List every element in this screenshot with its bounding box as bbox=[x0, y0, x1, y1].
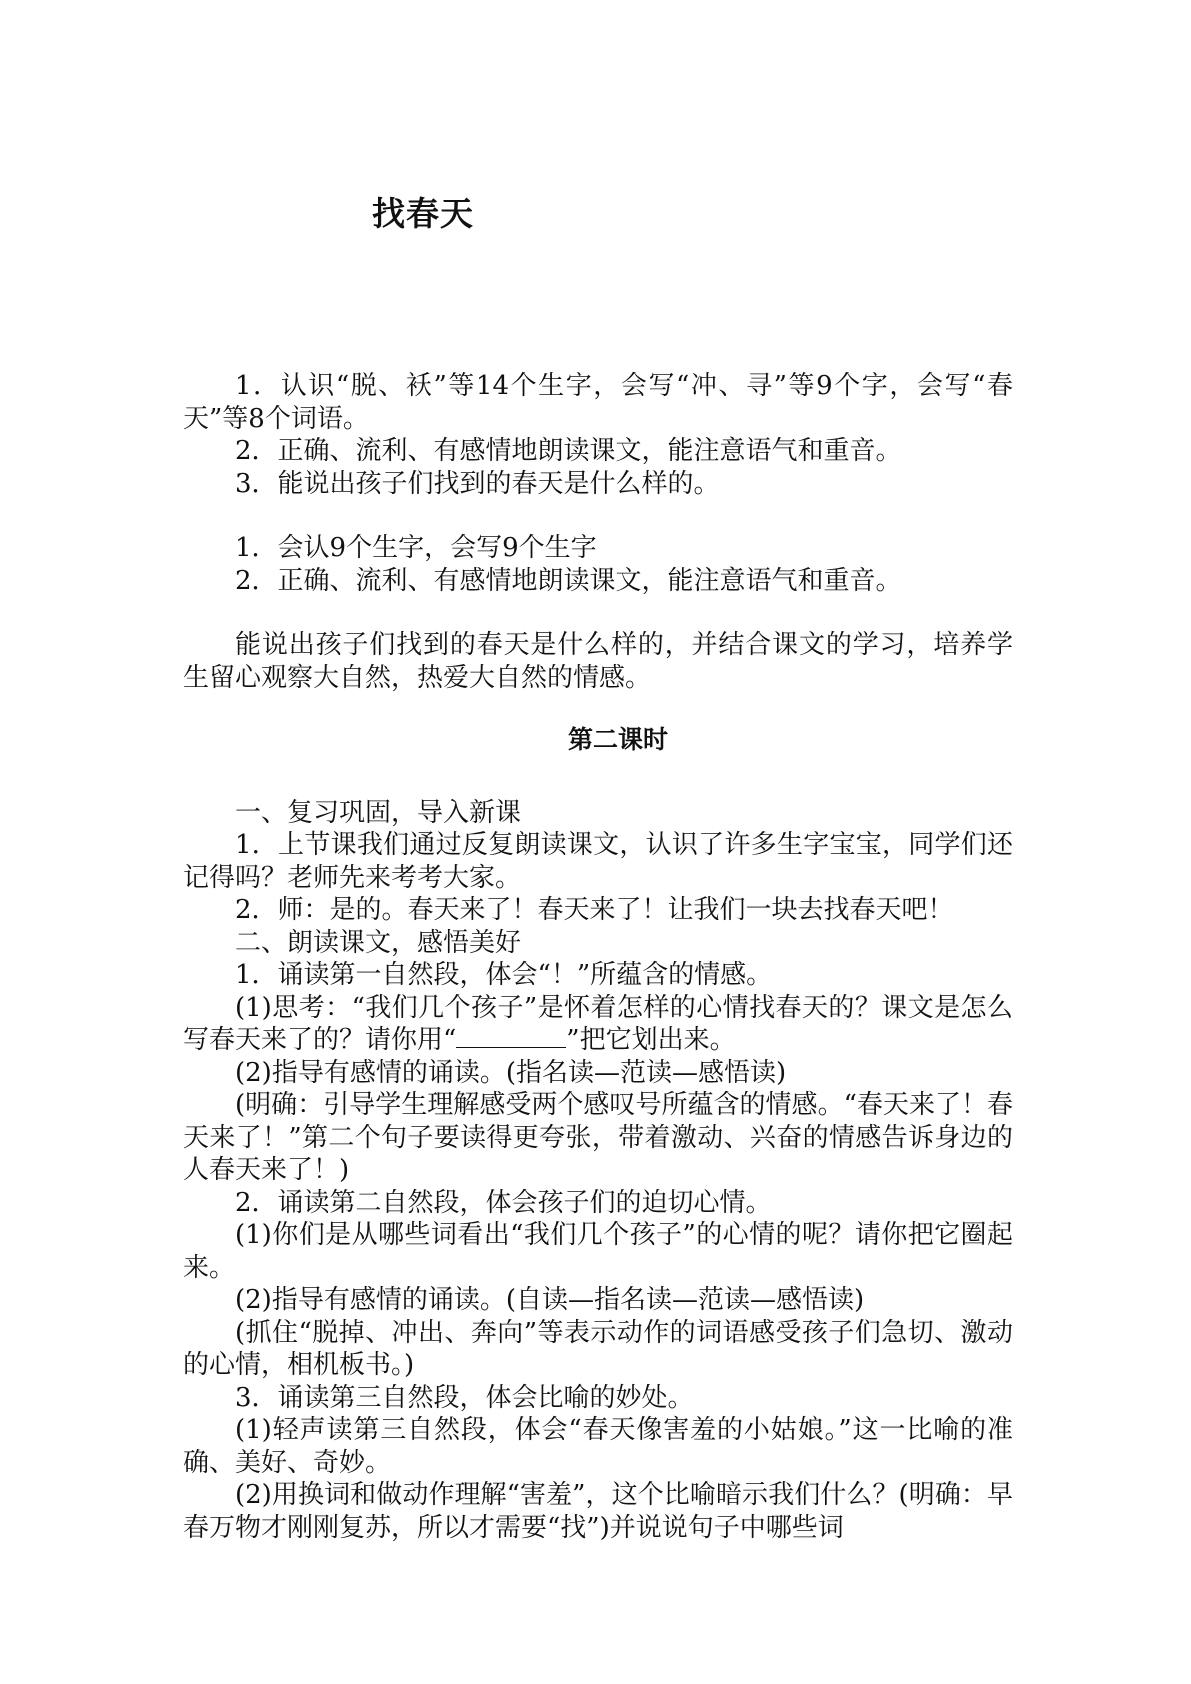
lesson-paragraph: 一、复习巩固，导入新课 bbox=[235, 797, 522, 828]
objectives-section bbox=[183, 370, 1013, 500]
difficulty-section bbox=[183, 629, 1013, 694]
question-text: ”把它划出来。 bbox=[566, 1025, 736, 1055]
lesson-paragraph: (1)轻声读第三自然段，体会“春天像害羞的小姑娘。”这一比喻的准确、美好、奇妙。 bbox=[183, 1415, 1013, 1478]
lesson-paragraph: 1．上节课我们通过反复朗读课文，认识了许多生字宝宝，同学们还记得吗？老师先来考考大家。 bbox=[183, 830, 1013, 893]
lesson-paragraph: (明确：引导学生理解感受两个感叹号所蕴含的情感。“春天来了！春天来了！”第二个句子要读得更夸张，带着激动、兴奋的情感告诉身边的人春天来了！) bbox=[183, 1090, 1013, 1185]
lesson-section bbox=[183, 797, 1013, 1545]
lesson-paragraph: 2．诵读第二自然段，体会孩子们的迫切心情。 bbox=[235, 1187, 772, 1218]
lesson-paragraph: 3．诵读第三自然段，体会比喻的妙处。 bbox=[235, 1382, 694, 1413]
section-gap bbox=[183, 597, 1013, 629]
document-title: 找春天 bbox=[372, 194, 474, 233]
objective-item: 1．认识“脱、袄”等14个生字，会写“冲、寻”等9个字，会写“春天”等8个词语。 bbox=[183, 371, 1013, 434]
objective-item: 2．正确、流利、有感情地朗读课文，能注意语气和重音。 bbox=[235, 436, 902, 466]
lesson-paragraph: 1．诵读第一自然段，体会“！”所蕴含的情感。 bbox=[235, 960, 773, 990]
fill-blank-underline bbox=[456, 1025, 566, 1048]
lesson-paragraph: (2)指导有感情的诵读。(自读—指名读—范读—感悟读) bbox=[235, 1285, 865, 1315]
key-points-section bbox=[183, 532, 1013, 597]
objective-item: 3．能说出孩子们找到的春天是什么样的。 bbox=[235, 468, 720, 499]
section-gap bbox=[183, 500, 1013, 532]
lesson-paragraph: 2．师：是的。春天来了！春天来了！让我们一块去找春天吧！ bbox=[235, 895, 954, 925]
difficulty-paragraph: 能说出孩子们找到的春天是什么样的，并结合课文的学习，培养学生留心观察大自然，热爱大自然的情感。 bbox=[183, 630, 1013, 693]
document-body bbox=[183, 370, 1013, 1544]
key-point-item: 2．正确、流利、有感情地朗读课文，能注意语气和重音。 bbox=[235, 565, 902, 596]
key-point-item: 1．会认9个生字，会写9个生字 bbox=[235, 533, 597, 563]
lesson-paragraph: (2)指导有感情的诵读。(指名读—范读—感悟读) bbox=[235, 1057, 787, 1088]
lesson-paragraph: 二、朗读课文，感悟美好 bbox=[235, 927, 522, 958]
lesson-paragraph: (2)用换词和做动作理解“害羞”，这个比喻暗示我们什么？(明确：早春万物才刚刚复苏，所以才需要“找”)并说说句子中哪些词 bbox=[183, 1480, 1013, 1543]
lesson-paragraph: (1)你们是从哪些词看出“我们几个孩子”的心情的呢？请你把它圈起来。 bbox=[183, 1220, 1013, 1283]
lesson-heading: 第二课时 bbox=[567, 725, 668, 754]
lesson-paragraph-with-blank bbox=[183, 992, 1013, 1057]
question-text: (1)思考：“我们几个孩子”是怀着怎样的心情找春天的？课文是怎么写春天来了的？请你用“ bbox=[183, 992, 1013, 1055]
lesson-paragraph: (抓住“脱掉、冲出、奔向”等表示动作的词语感受孩子们急切、激动的心情，相机板书。) bbox=[183, 1317, 1013, 1380]
